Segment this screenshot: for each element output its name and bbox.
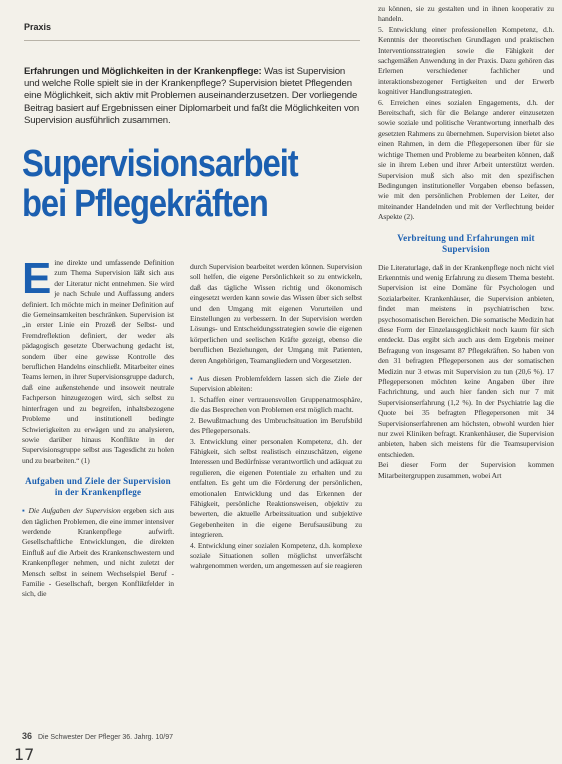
article-headline <box>22 144 314 224</box>
journal-reference: Die Schwester Der Pfleger 36. Jahrg. 10/97 <box>37 734 173 741</box>
list-item: 3. Entwicklung einer personalen Kompetenz, d.h. der Fähigkeit, sich selbst realistisch einzuschätzen, eigene Interessen und Bedürfnisse verantwortlich und adäquat zu regulieren, die eigenen Potentiale zu erhalten und zu entfalten. Es geht um die Förderung der persönlichen, emotionalen Entwicklung und das Erkennen der Fähigkeit, persönliche Reaktionsweisen, objektiv zu bewerten, die aktuelle Arbeitssituation und subjektive Gegebenheiten in die eigene Berufsausübung zu integrieren. <box>190 436 362 540</box>
subheading-verbreitung: Verbreitung und Erfahrungen mit Supervision <box>397 232 535 254</box>
paragraph-bullet: ▪ <box>22 506 26 516</box>
list-item: 1. Schaffen einer vertrauensvollen Gruppenatmosphäre, die das Besprechen von Problemen erst möglich macht. <box>190 394 362 415</box>
paragraph-continued: zu können, sie zu gestalten und in ihnen kooperativ zu handeln. <box>378 4 554 24</box>
list-item: 4. Entwicklung einer sozialen Kompetenz, d.h. komplexe soziale Situationen sollen möglichst unverfälscht wahrgenommen werden, um angemessen auf sie reagieren <box>190 540 362 571</box>
subheading-aufgaben: Aufgaben und Ziele der Supervision in der Krankenpflege <box>25 476 171 498</box>
drop-cap: E <box>22 254 52 303</box>
text-column-3 <box>378 4 554 481</box>
headline-line-1: Supervisionsarbeit <box>22 143 298 185</box>
section-divider <box>24 40 360 41</box>
text-column-1 <box>22 254 174 600</box>
opening-paragraph: Eine direkte und umfassende Definition zum Thema Supervision läßt sich aus der Literatur nicht entnehmen. Sie wird je nach Schule und Auffassung anders definiert. Ich möchte mich in meiner Definition auf die Gemeinsamkeiten beschränken. Supervision ist „in erster Linie ein Prozeß der Selbst- und Fremdreflektion definiert, der weder als pädagogisch gesetzte Überwachung gedacht ist, sondern über eine gewisse Kontrolle des beruflichen Handelns einschließt. Mitarbeiter eines Teams lernen, in ihrer Supervisionsgruppe dadurch, daß eine außenstehende und insoweit neutrale Fachperson hinzugezogen wird, sich selbst zu hinterfragen und zu begreifen, inhaltsbezogene Probleme und institutionell bedingte Schwierigkeiten zu erwägen und zu analysieren, sowie darüber hinaus Konflikte in der Supervisionsgruppe selbst aus Tagesdicht zu holen und zu bearbeiten.“ (1) <box>22 254 174 465</box>
intro-lead: Erfahrungen und Möglichkeiten in der Krankenpflege: <box>24 66 262 77</box>
paragraph-ziele: ▪ Aus diesen Problemfeldern lassen sich die Ziele der Supervision ableiten: <box>190 374 362 394</box>
paragraph-supervision: durch Supervision bearbeitet werden können. Supervision soll helfen, die eigene Persönlichkeit so zu entwickeln, daß das tägliche Wissen richtig und ökonomisch eingesetzt werden kann sowie das Wissen über sich selbst und den Umgang mit eigenen Vorurteilen und Einstellungen zu verbessern. In der Supervision werden Lösungs- und Entscheidungsstrategien sowie die eigenen körperlichen und seelischen Kräfte gezeigt, ebenso die beruflichen Beziehungen, der Umgang mit Patienten, deren Angehörigen, Teamangliedern und Vorgesetzten. <box>190 262 362 365</box>
paragraph-team: Bei dieser Form der Supervision kommen Mitarbeitergruppen zusammen, wobei Art <box>378 460 554 480</box>
intro-paragraph <box>24 66 362 127</box>
list-item: 5. Entwicklung einer professionellen Kompetenz, d.h. Kenntnis der theoretischen Grundlagen und praktischen Interventionsstrategien sowie die Fähigkeit der sachgemäßen Anwendung in der Praxis. Dazu gehören das Erlernen verschiedener fachlicher und interaktionsbezogener Fertigkeiten und der Erwerb kognitiver Handlungsstrategien. <box>378 24 554 97</box>
page-footer <box>22 731 173 741</box>
section-label: Praxis <box>24 22 52 32</box>
paragraph-literatur: Die Literaturlage, daß in der Krankenpflege noch nicht viel Erkenntnis und wenig Erfahrung zu diesem Thema besteht. Supervision ist eine Domäne für Psychologen und Sozialarbeiter. Krankenhäuser, die Supervision anbieten, findet man meistens in psychiatrischen bzw. psychosomatischen Bereichen. Die somatische Medizin hat diese Form der Einzelausgeglichkeit noch kaum für sich entdeckt. Das ergibt sich auch aus dem Ergebnis meiner Befragung von insgesamt 87 Pflegekräften. So haben von den 31 befragten Pflegepersonen aus der somatischen Medizin nur 3 etwas mit Supervision zu tun (20,6 %). 17 Pflegepersonen möchten keine Angaben über ihre Fachrichtung, und auch hier fanden sich nur 7 mit Supervisionserfahrung (1,2 %). In der Psychiatrie lag die Quote bei 35 befragten Pflegepersonen mit 34 Supervisionserfahrenen am höchsten, obwohl wurden hier nur zwei Kliniken befragt. Krankenhäuser, die Supervision anbieten, haben sich meistens für die Teamsupervision entschieden. <box>378 262 554 459</box>
paragraph-aufgaben: ▪ Die Aufgaben der Supervision ergeben sich aus den täglichen Problemen, die eine immer intensiver werdende Krankenpflege aufwirft. Gesellschaftliche Entwicklungen, die direkten Einfluß auf die Arbeit des Krankenschwestern und Krankenpfleger nehmen, und nicht zuletzt der Mensch selbst in seinem Wechselspiel Beruf - Familie - Gesellschaft, bergen Konfliktfelder in sich, die <box>22 506 174 599</box>
list-item: 6. Erreichen eines sozialen Engagements, d.h. der Bereitschaft, sich für die Belange anderer einzusetzen sowie soziale und politische Verantwortung innerhalb des gesetzten Rahmens zu übernehmen. Supervision bietet also einen Rahmen, in dem die Pflegepersonen über für sie wichtige Themen und Probleme zu bearbeiten können, daß sie in ihrem Leben und ihrer Arbeit unterstützt werden. Supervision muß sich also mit den spezifischen Bedingungen institutioneller Vorgaben ebenso befassen, wie mit den persönlichen Problemen der Leiter, der miteinander Handelnden und mit der Verflechtung beider Aspekte (2). <box>378 97 554 222</box>
paragraph-bullet: ▪ <box>190 374 195 384</box>
list-item: 2. Bewußtmachung des Umbruchsituation im Berufsbild des Pflegepersonals. <box>190 415 362 436</box>
headline-line-2: bei Pflegekräften <box>22 183 268 225</box>
intro-body: Was ist Supervision und welche Rolle spielt sie in der Krankenpflege? Supervision bietet Pflegenden eine Möglichkeit, sich aktiv mit Problemen auseinanderzusetzen. Der vorliegende Beitrag basiert auf Ergebnissen einer Diplomarbeit und faßt die Möglichkeiten von Supervision ausführlich zusammen. <box>24 66 360 126</box>
emphasis: Die Aufgaben der Supervision <box>28 506 121 516</box>
text-column-2 <box>190 262 362 572</box>
page-number: 36 <box>22 731 33 741</box>
handwritten-mark: 17 <box>14 745 35 764</box>
